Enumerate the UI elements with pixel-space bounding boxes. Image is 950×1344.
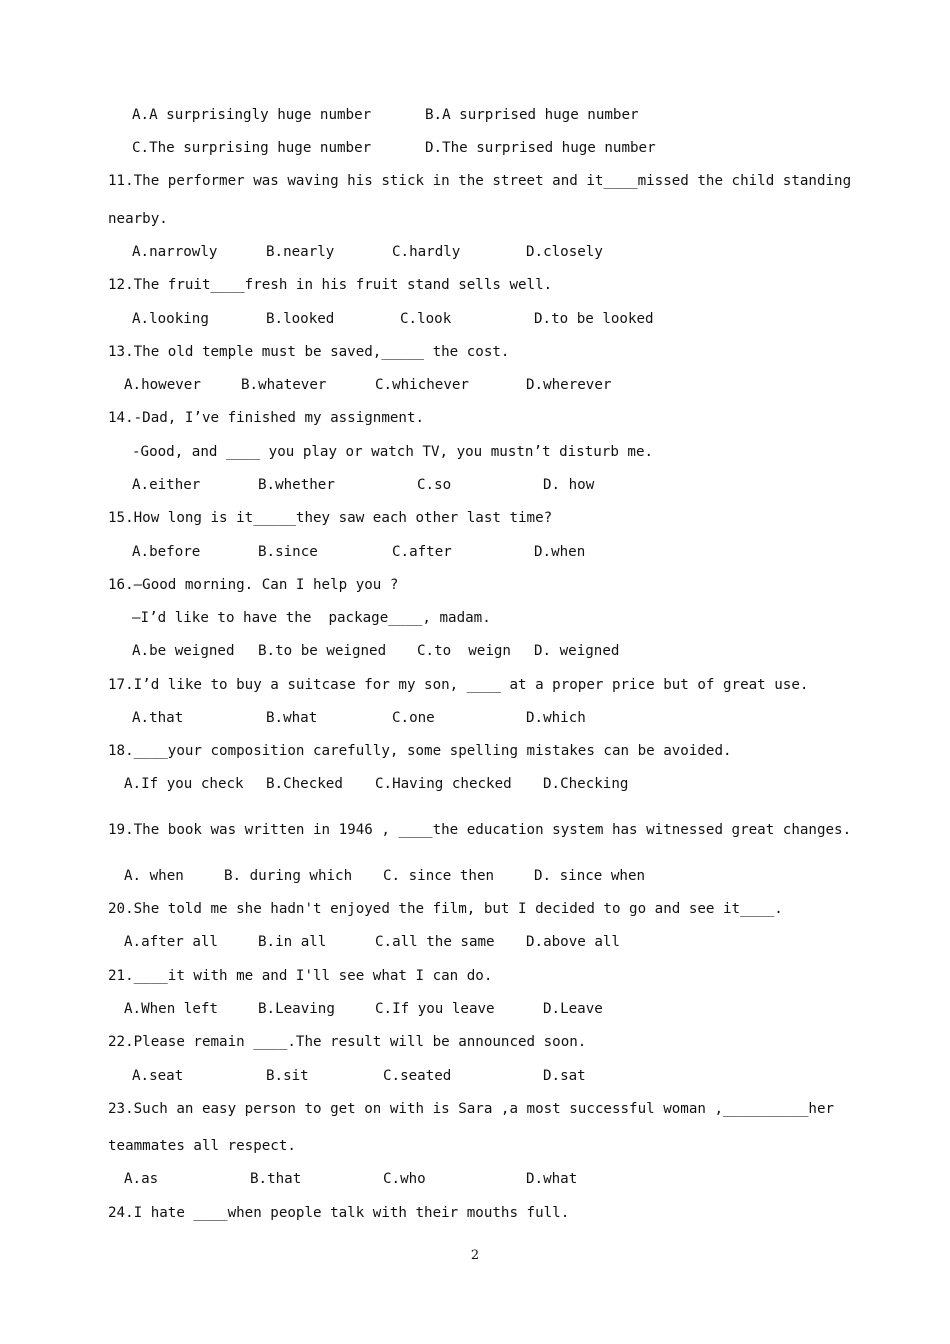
q22-option-b: B.sit	[266, 1068, 309, 1084]
q20-stem: 20.She told me she hadn't enjoyed the film, but I decided to go and see it____.	[108, 901, 783, 917]
q17-option-c: C.one	[392, 710, 435, 726]
q18-option-b: B.Checked	[266, 776, 343, 792]
q20-option-c: C.all the same	[375, 934, 495, 950]
q15-option-a: A.before	[132, 544, 201, 560]
q18-option-c: C.Having checked	[375, 776, 512, 792]
q22-option-c: C.seated	[383, 1068, 452, 1084]
q15-option-c: C.after	[392, 544, 452, 560]
q14-option-a: A.either	[132, 477, 201, 493]
q23-stem-line-2: teammates all respect.	[108, 1138, 296, 1154]
q22-stem: 22.Please remain ____.The result will be announced soon.	[108, 1034, 587, 1050]
q23-option-a: A.as	[124, 1171, 159, 1187]
q23-option-d: D.what	[526, 1171, 578, 1187]
q10-option-c: C.The surprising huge number	[132, 140, 372, 156]
q20-option-a: A.after all	[124, 934, 218, 950]
q19-option-b: B. during which	[224, 868, 353, 884]
q21-option-c: C.If you leave	[375, 1001, 495, 1017]
q12-option-c: C.look	[400, 311, 452, 327]
q11-stem-line-2: nearby.	[108, 211, 168, 227]
q10-option-a: A.A surprisingly huge number	[132, 107, 372, 123]
q18-stem: 18.____your composition carefully, some spelling mistakes can be avoided.	[108, 743, 732, 759]
q21-option-b: B.Leaving	[258, 1001, 335, 1017]
q13-stem: 13.The old temple must be saved,_____ the cost.	[108, 344, 510, 360]
q17-option-d: D.which	[526, 710, 586, 726]
q23-option-b: B.that	[250, 1171, 302, 1187]
q15-option-b: B.since	[258, 544, 318, 560]
q10-option-b: B.A surprised huge number	[425, 107, 639, 123]
q12-stem: 12.The fruit____fresh in his fruit stand sells well.	[108, 277, 553, 293]
q22-option-d: D.sat	[543, 1068, 586, 1084]
q24-stem: 24.I hate ____when people talk with their mouths full.	[108, 1205, 570, 1221]
q17-stem: 17.I’d like to buy a suitcase for my son, ____ at a proper price but of great use.	[108, 677, 809, 693]
q15-stem: 15.How long is it_____they saw each other last time?	[108, 510, 553, 526]
q13-option-c: C.whichever	[375, 377, 469, 393]
q13-option-d: D.wherever	[526, 377, 612, 393]
q20-option-b: B.in all	[258, 934, 327, 950]
q23-option-c: C.who	[383, 1171, 426, 1187]
q14-stem-line-2: -Good, and ____ you play or watch TV, you mustn’t disturb me.	[132, 444, 654, 460]
q19-option-a: A. when	[124, 868, 184, 884]
q16-option-c: C.to weign	[417, 643, 511, 659]
q18-option-a: A.If you check	[124, 776, 244, 792]
q21-stem: 21.____it with me and I'll see what I can do.	[108, 968, 493, 984]
q16-option-a: A.be weigned	[132, 643, 235, 659]
q12-option-b: B.looked	[266, 311, 335, 327]
q20-option-d: D.above all	[526, 934, 620, 950]
q11-stem-line-1: 11.The performer was waving his stick in the street and it____missed the child standing	[108, 173, 852, 189]
q12-option-a: A.looking	[132, 311, 209, 327]
q19-stem: 19.The book was written in 1946 , ____the education system has witnessed great changes.	[108, 822, 852, 838]
q14-option-c: C.so	[417, 477, 452, 493]
q21-option-a: A.When left	[124, 1001, 218, 1017]
q10-option-d: D.The surprised huge number	[425, 140, 656, 156]
q15-option-d: D.when	[534, 544, 586, 560]
q16-stem-line-1: 16.—Good morning. Can I help you ?	[108, 577, 399, 593]
q14-option-d: D. how	[543, 477, 595, 493]
q11-option-a: A.narrowly	[132, 244, 218, 260]
q16-option-d: D. weigned	[534, 643, 620, 659]
q13-option-b: B.whatever	[241, 377, 327, 393]
q17-option-b: B.what	[266, 710, 318, 726]
q11-option-d: D.closely	[526, 244, 603, 260]
q19-option-d: D. since when	[534, 868, 646, 884]
page-number: 2	[470, 1248, 480, 1263]
q13-option-a: A.however	[124, 377, 201, 393]
q14-stem-line-1: 14.-Dad, I’ve finished my assignment.	[108, 410, 425, 426]
q21-option-d: D.Leave	[543, 1001, 603, 1017]
q14-option-b: B.whether	[258, 477, 335, 493]
q16-stem-line-2: —I’d like to have the package____, madam.	[132, 610, 491, 626]
q17-option-a: A.that	[132, 710, 184, 726]
q16-option-b: B.to be weigned	[258, 643, 387, 659]
q19-option-c: C. since then	[383, 868, 495, 884]
q12-option-d: D.to be looked	[534, 311, 654, 327]
q23-stem-line-1: 23.Such an easy person to get on with is Sara ,a most successful woman ,__________her	[108, 1101, 835, 1117]
q11-option-b: B.nearly	[266, 244, 335, 260]
q22-option-a: A.seat	[132, 1068, 184, 1084]
q18-option-d: D.Checking	[543, 776, 629, 792]
q11-option-c: C.hardly	[392, 244, 461, 260]
